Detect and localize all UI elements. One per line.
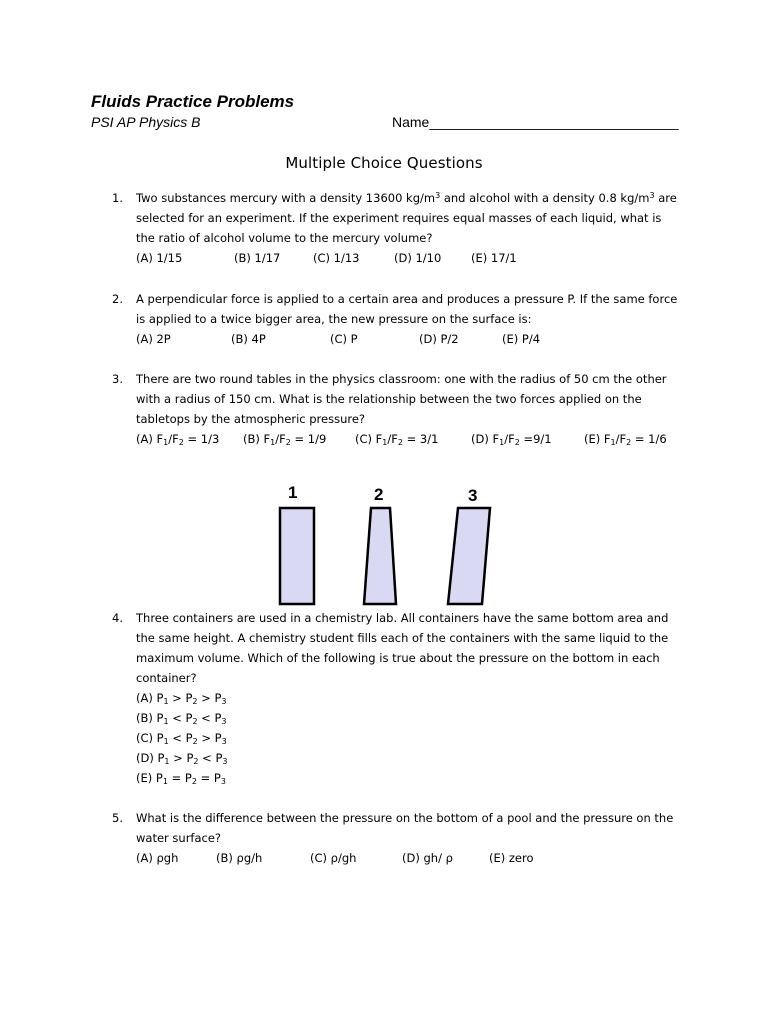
question-text: There are two round tables in the physics classroom: one with the radius of 50 cm the other with a radius of 150 cm. What is the relationship between the two forces applied on the tabletops by the atmospheric pressure? (136, 372, 667, 426)
option-c[interactable]: (C) $P_1 < P_2 > P_3$ (136, 731, 227, 746)
question-text: Three containers are used in a chemistry lab. All containers have the same bottom area and the same height. A chemistry student fills each of the containers with the same liquid to the maximum volume. Which of the following is true about the pressure on the bottom in each container? (136, 611, 669, 685)
question-4 (112, 608, 682, 788)
option-d[interactable]: (D) 1/10 (394, 251, 442, 265)
question-1 (112, 188, 682, 268)
option-e[interactable]: (E) 17/1 (471, 251, 517, 265)
option-d[interactable]: (D) $P_1 > P_2 < P_3$ (136, 751, 228, 766)
option-c[interactable]: (C) $F_1/F_2 = 3/1$ (355, 432, 439, 447)
container-3-label: 3 (468, 486, 478, 505)
option-a[interactable]: (A) ρgh (136, 851, 179, 865)
course-subtitle: PSI AP Physics B (91, 114, 201, 130)
container-1 (280, 508, 314, 604)
container-2 (364, 508, 396, 604)
answer-options (136, 248, 682, 268)
option-e[interactable]: (E) $P_1 = P_2 = P_3$ (136, 771, 226, 786)
option-e[interactable]: (E) $F_1/F_2 = 1/6$ (584, 432, 667, 447)
containers-figure (270, 478, 510, 608)
answer-options (136, 329, 682, 349)
option-c[interactable]: (C) 1/13 (313, 251, 360, 265)
option-c[interactable]: (C) ρ/gh (310, 851, 357, 865)
option-a[interactable]: (A) $F_1/F_2 = 1/3$ (136, 432, 220, 447)
answer-options (136, 848, 682, 868)
option-a[interactable]: (A) $P_1 > P_2 > P_3$ (136, 691, 227, 706)
question-3 (112, 369, 682, 449)
option-a[interactable]: (A) 1/15 (136, 251, 183, 265)
name-field-line: Name________________________________ (392, 114, 679, 130)
section-title: Multiple Choice Questions (285, 154, 483, 172)
question-number: 4. (112, 611, 123, 625)
option-b[interactable]: (B) $P_1 < P_2 < P_3$ (136, 711, 227, 726)
option-e[interactable]: (E) zero (489, 851, 534, 865)
question-number: 1. (112, 191, 123, 205)
question-text: Two substances mercury with a density 13600 $kg/m^3$ and alcohol with a density 0.8 $kg/m^3$ are selected for an experiment. If the experiment requires equal masses of each liquid, what is the ratio of alcohol volume to the mercury volume? (136, 191, 677, 245)
option-b[interactable]: (B) ρg/h (216, 851, 263, 865)
option-b[interactable]: (B) 1/17 (234, 251, 281, 265)
option-d[interactable]: (D) gh/ ρ (402, 851, 453, 865)
option-d[interactable]: (D) P/2 (419, 332, 459, 346)
option-b[interactable]: (B) 4P (231, 332, 266, 346)
option-e[interactable]: (E) P/4 (502, 332, 541, 346)
option-d[interactable]: (D) $F_1/F_2 =9/1$ (471, 432, 552, 447)
question-number: 2. (112, 292, 123, 306)
option-c[interactable]: (C) P (330, 332, 358, 346)
question-text: A perpendicular force is applied to a certain area and produces a pressure P. If the same force is applied to a twice bigger area, the new pressure on the surface is: (136, 292, 678, 326)
option-a[interactable]: (A) 2P (136, 332, 171, 346)
answer-options (136, 429, 682, 449)
option-b[interactable]: (B) $F_1/F_2 = 1/9$ (243, 432, 327, 447)
container-3 (448, 508, 490, 604)
question-number: 3. (112, 372, 123, 386)
question-5 (112, 808, 682, 868)
answer-options (136, 688, 682, 788)
container-1-label: 1 (288, 483, 298, 502)
container-2-label: 2 (374, 485, 384, 504)
question-number: 5. (112, 811, 123, 825)
page-title: Fluids Practice Problems (91, 92, 295, 111)
question-2 (112, 289, 682, 349)
question-text: What is the difference between the pressure on the bottom of a pool and the pressure on the water surface? (136, 811, 674, 845)
